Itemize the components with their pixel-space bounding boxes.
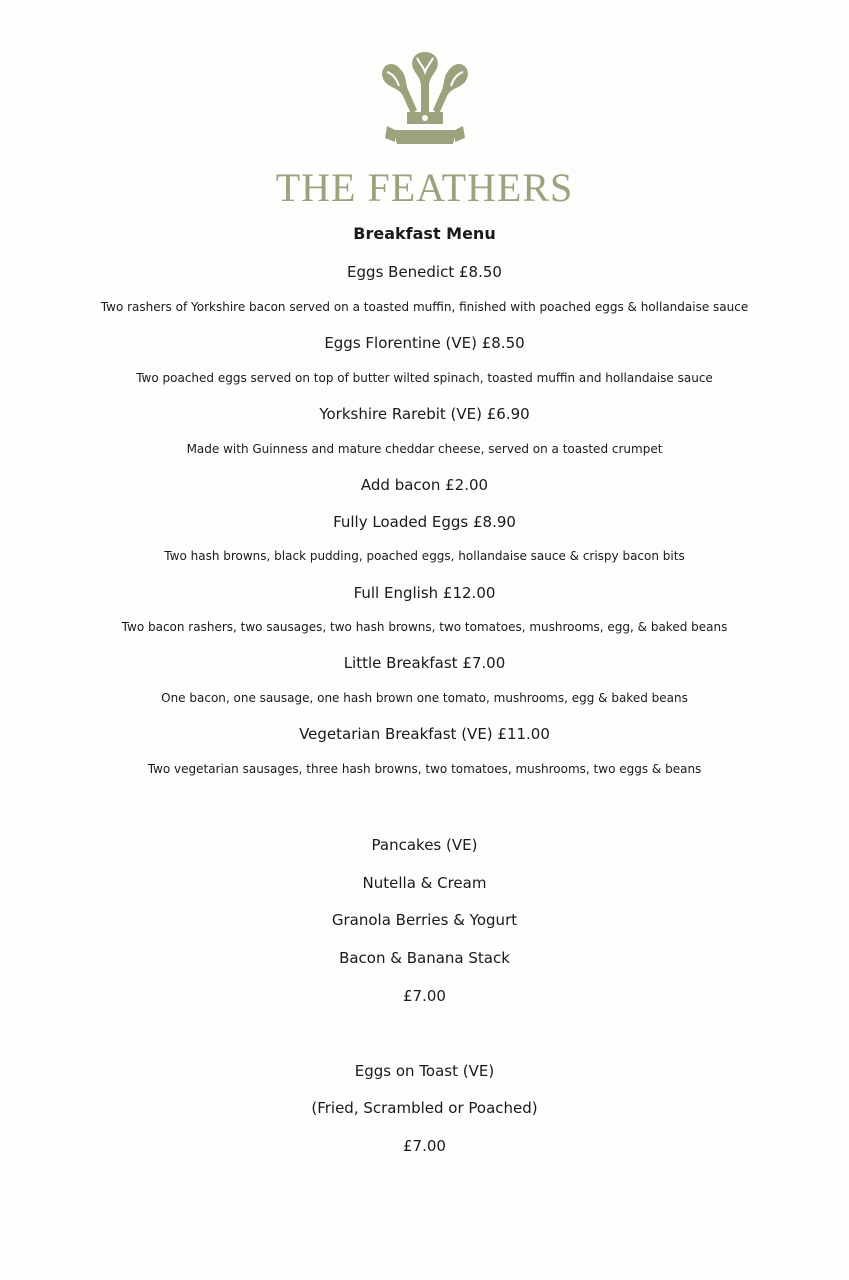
eggs-on-toast-title: Eggs on Toast (VE) [354, 1062, 495, 1080]
dish-name: Vegetarian Breakfast (VE) £11.00 [299, 725, 550, 743]
menu-title: Breakfast Menu [353, 224, 496, 243]
dish-description: Two rashers of Yorkshire bacon served on a toasted muffin, finished with poached eggs & hollandaise sauce [100, 300, 749, 314]
pancake-option: Granola Berries & Yogurt [331, 911, 518, 929]
dish-description: Two poached eggs served on top of butter wilted spinach, toasted muffin and hollandaise sauce [136, 371, 713, 385]
dish-name: Eggs Florentine (VE) £8.50 [324, 334, 525, 352]
prince-of-wales-feathers-icon [377, 48, 473, 146]
pancake-option: Nutella & Cream [362, 874, 487, 892]
pancake-option: Bacon & Banana Stack [339, 949, 510, 967]
dish-name: Little Breakfast £7.00 [343, 654, 506, 672]
dish-description: One bacon, one sausage, one hash brown one tomato, mushrooms, egg & baked beans [161, 691, 688, 705]
dish-name: Full English £12.00 [353, 584, 496, 602]
dish-extra: Add bacon £2.00 [360, 476, 489, 494]
pancakes-title: Pancakes (VE) [371, 836, 478, 854]
eggs-on-toast-price: £7.00 [403, 1137, 446, 1155]
dish-description: Two hash browns, black pudding, poached eggs, hollandaise sauce & crispy bacon bits [164, 549, 685, 563]
dish-description: Two bacon rashers, two sausages, two hash browns, two tomatoes, mushrooms, egg, & baked beans [121, 620, 728, 634]
eggs-on-toast-options: (Fried, Scrambled or Poached) [311, 1099, 538, 1117]
dish-name: Eggs Benedict £8.50 [347, 263, 502, 281]
pancakes-price: £7.00 [403, 987, 446, 1005]
brand-name: THE FEATHERS [275, 165, 574, 210]
dish-name: Fully Loaded Eggs £8.90 [333, 513, 516, 531]
dish-name: Yorkshire Rarebit (VE) £6.90 [319, 405, 530, 423]
dish-description: Made with Guinness and mature cheddar cheese, served on a toasted crumpet [186, 442, 663, 456]
dish-description: Two vegetarian sausages, three hash browns, two tomatoes, mushrooms, two eggs & beans [147, 762, 702, 776]
